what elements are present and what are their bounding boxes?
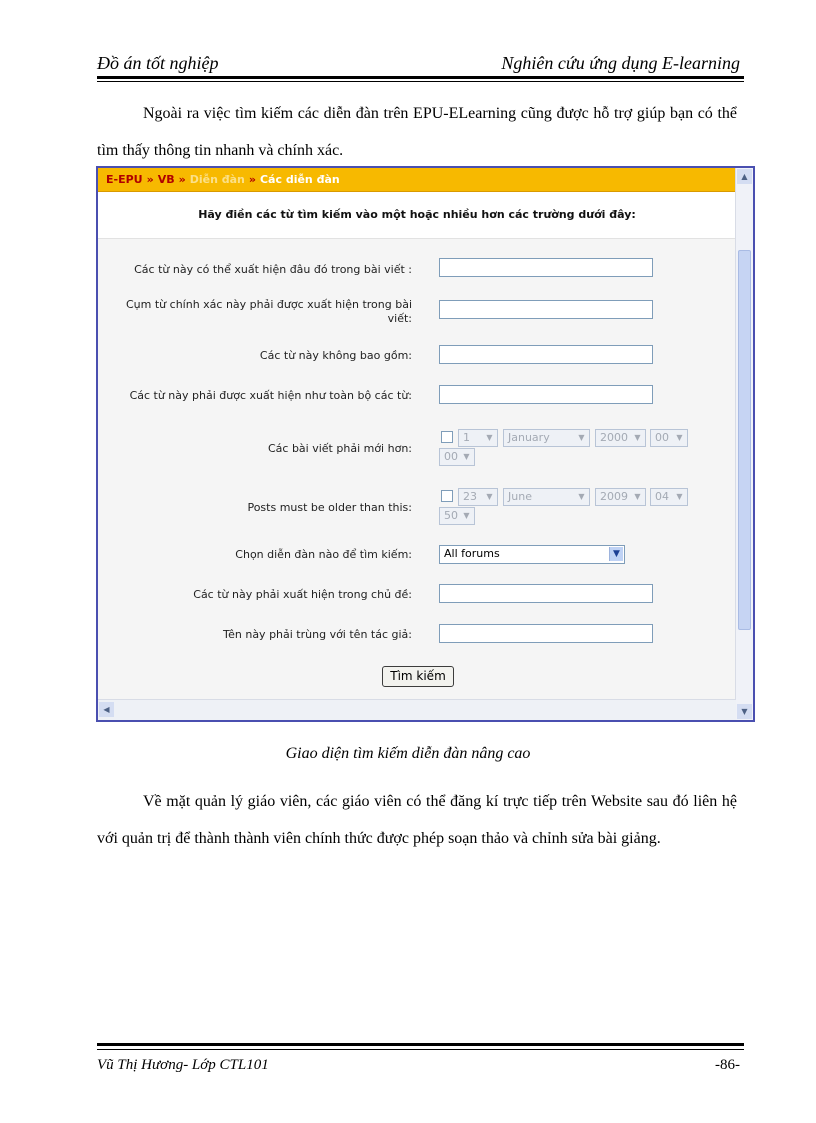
- scrollbar-thumb[interactable]: [738, 250, 751, 630]
- paragraph-teachers: [97, 783, 737, 857]
- chevron-down-icon: ▼: [676, 433, 683, 442]
- paragraph-teachers-text: Về mặt quản lý giáo viên, các giáo viên có thể đăng kí trực tiếp trên Website sau đó liên hệ với quản trị để thành thành viên chính thức được phép soạn thảo và chỉnh sửa bài giảng.: [97, 793, 737, 847]
- page-header-right: Nghiên cứu ứng dụng E-learning: [501, 53, 740, 73]
- older-hour-select[interactable]: [650, 488, 688, 506]
- older-month-select[interactable]: [503, 488, 590, 506]
- breadcrumb-separator: »: [178, 173, 186, 186]
- label-excluded-words: Các từ này không bao gồm:: [259, 349, 412, 362]
- newer-hour-select[interactable]: [650, 429, 688, 447]
- newer-month-value: January: [508, 431, 550, 444]
- search-button[interactable]: Tìm kiếm: [382, 666, 454, 687]
- breadcrumb-separator: »: [146, 173, 154, 186]
- breadcrumb-item-forum[interactable]: Diễn đàn: [189, 173, 245, 186]
- chevron-down-icon: ▼: [634, 433, 641, 442]
- newer-day-value: 1: [463, 431, 470, 444]
- label-words-anywhere: Các từ này có thể xuất hiện đâu đó trong bài viết :: [134, 263, 412, 276]
- breadcrumb: [98, 168, 736, 192]
- chevron-down-icon: ▼: [609, 547, 623, 561]
- older-year-select[interactable]: [595, 488, 646, 506]
- newer-year-value: 2000: [600, 431, 628, 444]
- header-rule-thick: [97, 76, 744, 79]
- breadcrumb-separator: »: [248, 173, 256, 186]
- label-newer-than: Các bài viết phải mới hơn:: [267, 442, 412, 455]
- footer-rule-thick: [97, 1043, 744, 1046]
- forum-search-screenshot: [96, 166, 755, 722]
- scroll-down-icon[interactable]: ▼: [737, 704, 752, 719]
- search-instructions: Hãy điền các từ tìm kiếm vào một hoặc nhiều hơn các trường dưới đây:: [98, 192, 736, 239]
- words-anywhere-input[interactable]: [439, 258, 653, 277]
- chevron-down-icon: ▼: [463, 452, 470, 461]
- exact-phrase-input[interactable]: [439, 300, 653, 319]
- label-exact-phrase: Cụm từ chính xác này phải được xuất hiện trong bài viết:: [126, 298, 412, 325]
- excluded-words-input[interactable]: [439, 345, 653, 364]
- breadcrumb-item-home[interactable]: E-EPU: [106, 173, 143, 186]
- label-whole-words: Các từ này phải được xuất hiện như toàn bộ các từ:: [129, 389, 412, 402]
- older-year-value: 2009: [600, 490, 628, 503]
- scroll-up-icon[interactable]: ▲: [737, 169, 752, 184]
- older-than-checkbox[interactable]: [441, 490, 453, 502]
- older-month-value: June: [508, 490, 532, 503]
- search-form: [98, 239, 736, 699]
- older-minute-select[interactable]: [439, 507, 475, 525]
- label-in-subject: Các từ này phải xuất hiện trong chủ đề:: [193, 588, 412, 601]
- chevron-down-icon: ▼: [486, 433, 493, 442]
- label-older-than: Posts must be older than this:: [247, 501, 412, 514]
- chevron-down-icon: ▼: [578, 433, 585, 442]
- horizontal-scrollbar[interactable]: [98, 699, 736, 720]
- breadcrumb-item-vb[interactable]: VB: [157, 173, 175, 186]
- header-rule-thin: [97, 81, 744, 82]
- older-day-value: 23: [463, 490, 477, 503]
- scroll-left-icon[interactable]: ◀: [99, 702, 114, 717]
- whole-words-input[interactable]: [439, 385, 653, 404]
- paragraph-intro: [97, 95, 737, 169]
- newer-than-checkbox[interactable]: [441, 431, 453, 443]
- page-number: -86-: [715, 1057, 740, 1073]
- older-day-select[interactable]: [458, 488, 498, 506]
- in-subject-input[interactable]: [439, 584, 653, 603]
- vertical-scrollbar[interactable]: [735, 168, 753, 720]
- older-hour-value: 04: [655, 490, 669, 503]
- newer-minute-value: 00: [444, 450, 458, 463]
- chevron-down-icon: ▼: [486, 492, 493, 501]
- breadcrumb-item-forums: Các diễn đàn: [259, 173, 340, 186]
- newer-minute-select[interactable]: [439, 448, 475, 466]
- footer-rule-thin: [97, 1049, 744, 1050]
- chevron-down-icon: ▼: [578, 492, 585, 501]
- label-forum-select: Chọn diễn đàn nào để tìm kiếm:: [235, 548, 412, 561]
- older-minute-value: 50: [444, 509, 458, 522]
- chevron-down-icon: ▼: [676, 492, 683, 501]
- newer-year-select[interactable]: [595, 429, 646, 447]
- newer-day-select[interactable]: [458, 429, 498, 447]
- page-header-left: Đồ án tốt nghiệp: [97, 53, 219, 73]
- forum-select-value: All forums: [444, 547, 500, 560]
- paragraph-intro-text: Ngoài ra việc tìm kiếm các diễn đàn trên EPU-ELearning cũng được hỗ trợ giúp bạn có thể tìm thấy thông tin nhanh và chính xác.: [97, 105, 737, 159]
- newer-hour-value: 00: [655, 431, 669, 444]
- author-name-input[interactable]: [439, 624, 653, 643]
- chevron-down-icon: ▼: [463, 511, 470, 520]
- footer-author: Vũ Thị Hương- Lớp CTL101: [97, 1057, 269, 1073]
- chevron-down-icon: ▼: [634, 492, 641, 501]
- label-author-name: Tên này phải trùng với tên tác giả:: [222, 628, 412, 641]
- newer-month-select[interactable]: [503, 429, 590, 447]
- figure-caption: Giao diện tìm kiếm diễn đàn nâng cao: [285, 745, 531, 762]
- forum-select[interactable]: [439, 545, 625, 564]
